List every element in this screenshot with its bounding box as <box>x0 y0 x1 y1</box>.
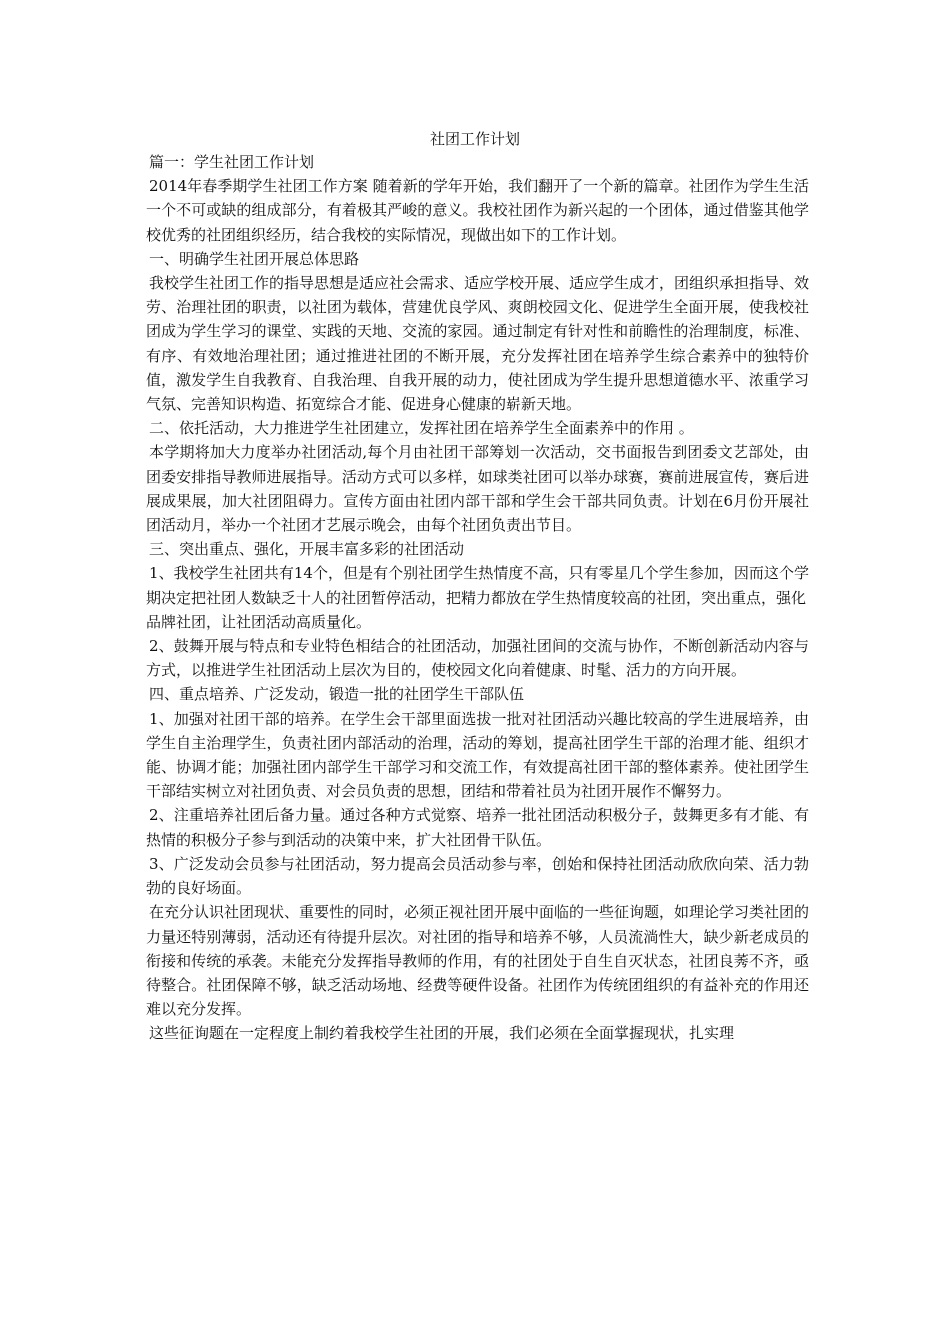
section-heading: 二、依托活动，大力推进学生社团建立，发挥社团在培养学生全面素养中的作用 。 <box>149 419 694 438</box>
section-heading: 四、重点培养、广泛发动，锻造一批的社团学生干部队伍 <box>149 685 525 704</box>
paragraph: 3、广泛发动会员参与社团活动，努力提高会员活动参与率，创始和保持社团活动欣欣向荣、活力勃勃的良好场面。 <box>146 854 809 898</box>
paragraph: 品牌社团，让社团活动高质量化。 <box>146 612 372 631</box>
section-heading: 一、明确学生社团开展总体思路 <box>149 249 360 268</box>
paragraph: 1、我校学生社团共有14个，但是有个别社团学生热情度不高，只有零星几个学生参加，因而这个学期决定把社团人数缺乏十人的社团暂停活动，把精力都放在学生热情度较高的社团，突出重点，强化 <box>146 564 809 607</box>
paragraph: 我校学生社团工作的指导思想是适应社会需求、适应学校开展、适应学生成才，团组织承担指导、效劳、治理社团的职责，以社团为载体，营建优良学风、爽朗校园文化、促进学生全面开展，使我校社团成为学生学习的课堂、实践的天地、交流的家园。通过制定有针对性和前瞻性的治理制度，标准、有序、有效地治理社团；通过推进社团的不断开展，充分发挥社团在培养学生综合素养中的独特价值，激发学生自我教育、自我治理、自我开展的动力，使社团成为学生提升思想道德水平、浓重学习气氛、完善知识构造、拓宽综合才能、促进身心健康的崭新天地。 <box>146 274 810 414</box>
paragraph: 2、注重培养社团后备力量。通过各种方式觉察、培养一批社团活动积极分子，鼓舞更多有才能、有热情的积极分子参与到活动的决策中来，扩大社团骨干队伍。 <box>146 806 809 849</box>
paragraph: 2014年春季期学生社团工作方案 随着新的学年开始，我们翻开了一个新的篇章。社团作为学生生活一个不可或缺的组成部分，有着极其严峻的意义。我校社团作为新兴起的一个团体，通过借鉴其他学校优秀的社团组织经历，结合我校的实际情况，现做出如下的工作计划。 <box>146 177 809 244</box>
paragraph: 1、加强对社团干部的培养。在学生会干部里面选拔一批对社团活动兴趣比较高的学生进展培养，由学生自主治理学生，负责社团内部活动的治理，活动的筹划，提高社团学生干部的治理才能、组织才能、协调才能；加强社团内部学生干部学习和交流工作，有效提高社团干部的整体素养。使社团学生干部结实树立对社团负责、对会员负责的思想，团结和带着社员为社团开展作不懈努力。 <box>146 709 809 801</box>
paragraph: 篇一：学生社团工作计划 <box>149 153 315 171</box>
paragraph: 本学期将加大力度举办社团活动,每个月由社团干部筹划一次活动，交书面报告到团委文艺部处，由团委安排指导教师进展指导。活动方式可以多样，如球类社团可以举办球赛，赛前进展宣传，赛后进展成果展，加大社团阻碍力。宣传方面由社团内部干部和学生会干部共同负责。计划在6月份开展社团活动月，举办一个社团才艺展示晚会，由每个社团负责出节目。 <box>146 443 809 535</box>
paragraph: 2、鼓舞开展与特点和专业特色相结合的社团活动，加强社团间的交流与协作，不断创新活动内容与方式，以推进学生社团活动上层次为目的，使校园文化向着健康、时髦、活力的方向开展。 <box>146 637 809 680</box>
document-body <box>146 150 809 1046</box>
paragraph: 在充分认识社团现状、重要性的同时，必须正视社团开展中面临的一些征询题，如理论学习类社团的力量还特别薄弱，活动还有待提升层次。对社团的指导和培养不够，人员流淌性大，缺少新老成员的衔接和传统的承袭。未能充分发挥指导教师的作用，有的社团处于自生自灭状态，社团良莠不齐，亟待整合。社团保障不够，缺乏活动场地、经费等硬件设备。社团作为传统团组织的有益补充的作用还难以充分发挥。 <box>146 903 810 1019</box>
section-heading: 三、突出重点、强化，开展丰富多彩的社团活动 <box>149 540 465 559</box>
document-title: 社团工作计划 <box>429 130 520 148</box>
paragraph: 这些征询题在一定程度上制约着我校学生社团的开展，我们必须在全面掌握现状，扎实理 <box>149 1024 735 1043</box>
